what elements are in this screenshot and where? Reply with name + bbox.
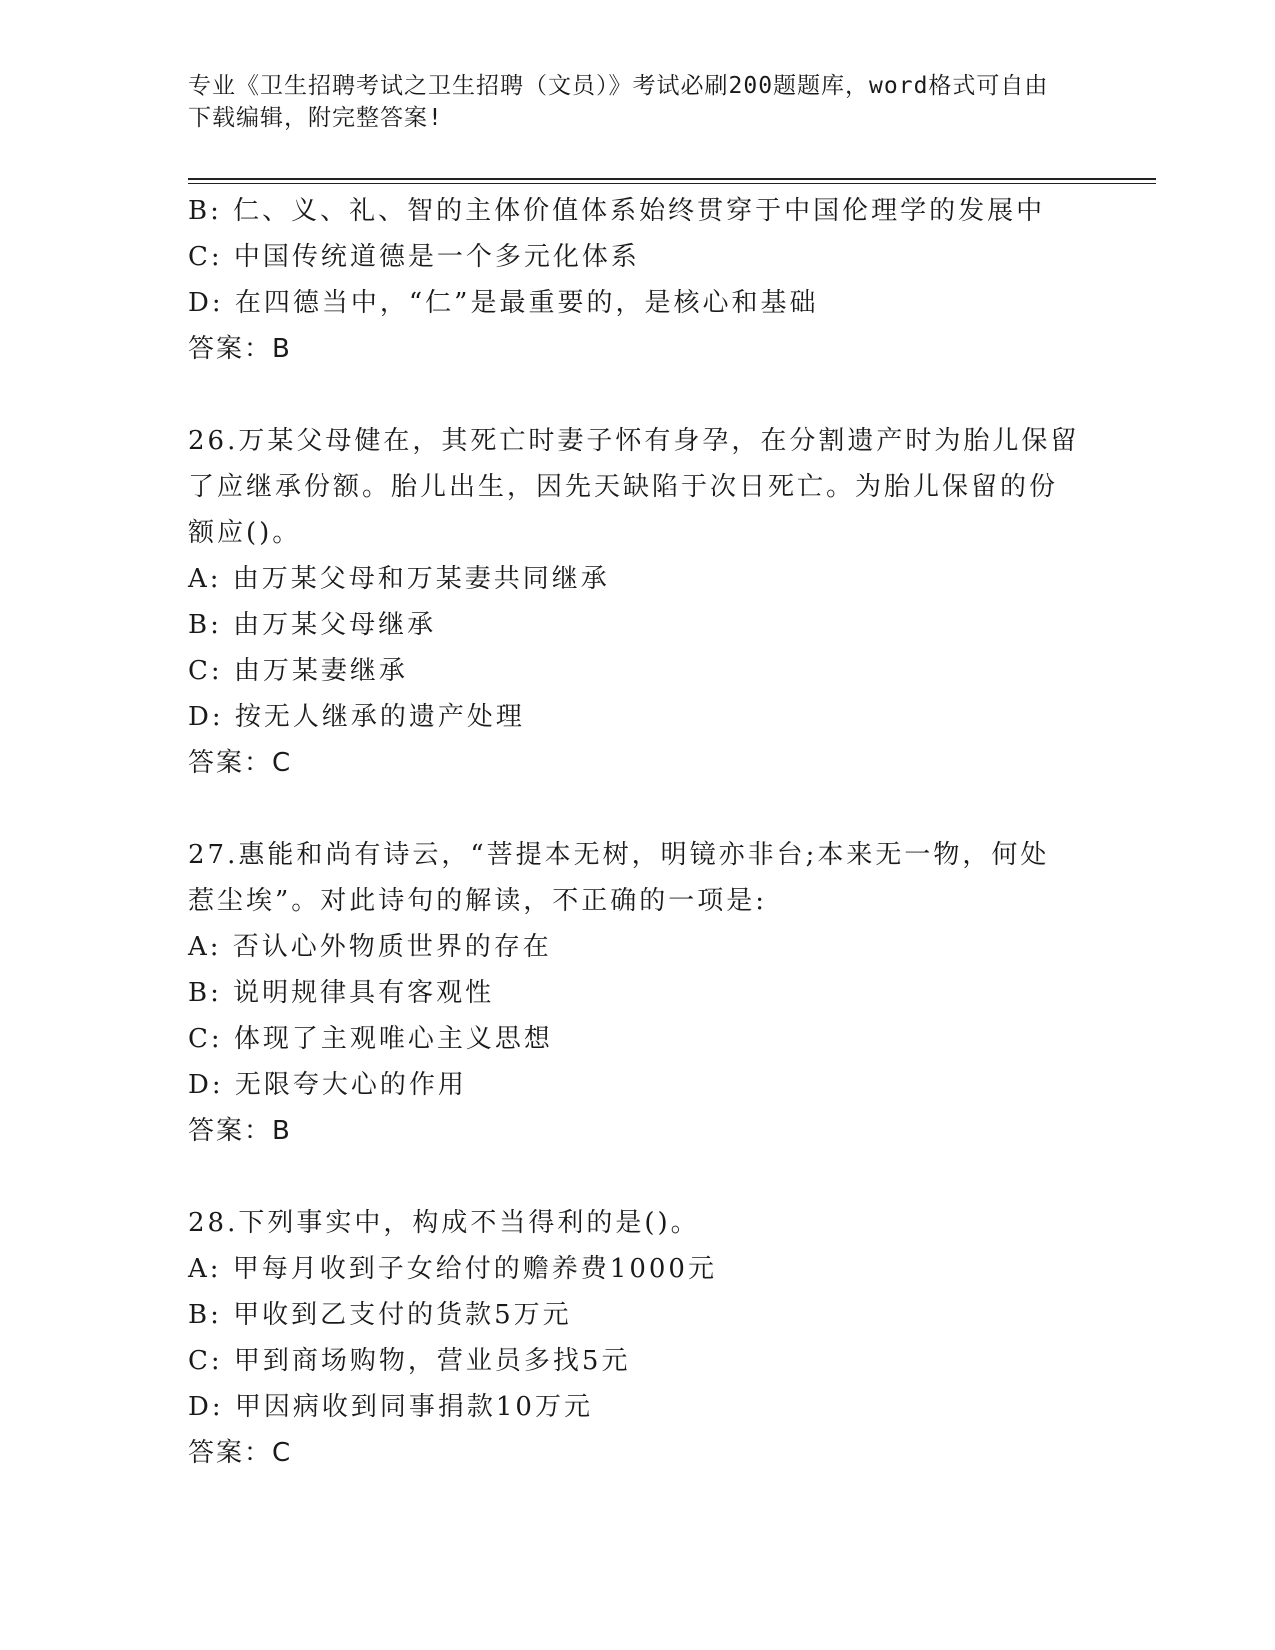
option-b: B: 甲收到乙支付的货款5万元: [188, 1300, 572, 1330]
option-c: C: 体现了主观唯心主义思想: [188, 1024, 553, 1054]
question-stem-line: 了应继承份额。胎儿出生，因先天缺陷于次日死亡。为胎儿保留的份: [188, 472, 1059, 502]
option-b: B: 说明规律具有客观性: [188, 978, 495, 1008]
header-title: 专业《卫生招聘考试之卫生招聘（文员）》考试必刷200题题库，word格式可自由下载编辑，附完整答案!: [188, 73, 1049, 131]
option-d: D: 无限夸大心的作用: [188, 1070, 467, 1100]
option-d: D: 甲因病收到同事捐款10万元: [188, 1392, 593, 1422]
option-a: A: 由万某父母和万某妻共同继承: [188, 564, 610, 594]
question-28: [188, 1200, 1088, 1476]
question-stem-line: 额应()。: [188, 518, 302, 548]
question-27: [188, 832, 1088, 1154]
option-d: D: 按无人继承的遗产处理: [188, 702, 525, 732]
option-b: B: 仁、义、礼、智的主体价值体系始终贯穿于中国伦理学的发展中: [188, 196, 1046, 226]
answer: 答案：B: [188, 334, 292, 364]
option-a: A: 甲每月收到子女给付的赡养费1000元: [188, 1254, 717, 1284]
spacer: [188, 786, 1088, 832]
question-26: [188, 418, 1088, 786]
spacer: [188, 1154, 1088, 1200]
answer: 答案：C: [188, 1438, 293, 1468]
option-d: D: 在四德当中，“仁”是最重要的，是核心和基础: [188, 288, 819, 318]
option-c: C: 甲到商场购物，营业员多找5元: [188, 1346, 631, 1376]
option-c: C: 由万某妻继承: [188, 656, 408, 686]
header-rule-thick: [188, 178, 1156, 180]
spacer: [188, 372, 1088, 418]
option-c: C: 中国传统道德是一个多元化体系: [188, 242, 640, 272]
question-stem-line: 26.万某父母健在，其死亡时妻子怀有身孕，在分割遗产时为胎儿保留: [188, 426, 1080, 456]
question-content: [188, 188, 1088, 1476]
question-stem-line: 惹尘埃”。对此诗句的解读，不正确的一项是:: [188, 886, 768, 916]
header-rule-thin: [188, 183, 1156, 184]
option-b: B: 由万某父母继承: [188, 610, 437, 640]
question-stem-line: 27.惠能和尚有诗云，“菩提本无树，明镜亦非台;本来无一物，何处: [188, 840, 1050, 870]
answer: 答案：C: [188, 748, 293, 778]
answer: 答案：B: [188, 1116, 292, 1146]
prev-question: [188, 188, 1088, 372]
option-a: A: 否认心外物质世界的存在: [188, 932, 552, 962]
question-stem-line: 28.下列事实中，构成不当得利的是()。: [188, 1208, 700, 1238]
document-header: [188, 70, 1068, 134]
